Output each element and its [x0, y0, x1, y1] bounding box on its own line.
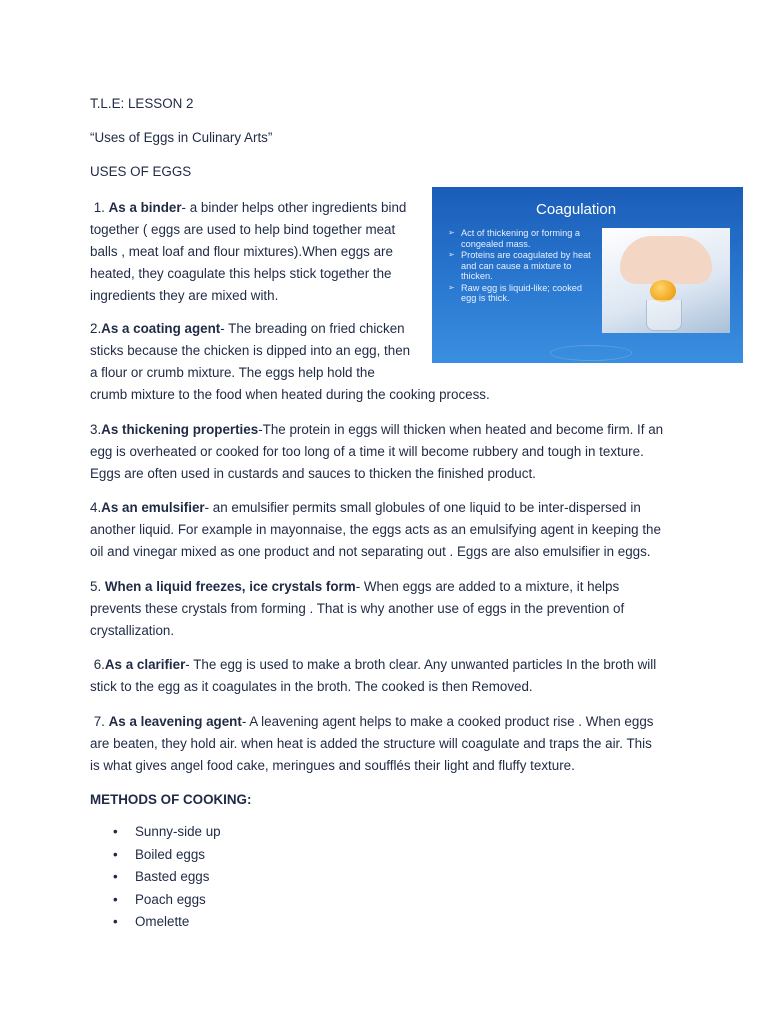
slide-bullet: ➢ Proteins are coagulated by heat and can cause a mixture to thicken. [448, 250, 591, 281]
glass-shape [646, 300, 682, 331]
use-term: As an emulsifier [101, 500, 205, 515]
bullet-icon: • [113, 846, 118, 862]
use-line: 2.As a coating agent- The breading on fried chicken [90, 321, 405, 336]
use-line: oil and vinegar mixed as one product and not separating out . Eggs are also emulsifier in eggs. [90, 544, 651, 559]
lesson-label: T.L.E: LESSON 2 [90, 96, 194, 111]
arrow-bullet-icon: ➢ [448, 228, 455, 237]
use-line: sticks because the chicken is dipped into an egg, then [90, 343, 411, 358]
use-line: 7. As a leavening agent- A leavening agent helps to make a cooked product rise . When eggs [90, 714, 654, 729]
use-line: ingredients they are mixed with. [90, 288, 279, 303]
use-line: balls , meat loaf and flour mixtures).When eggs are [90, 244, 393, 259]
slide-decoration [550, 345, 632, 361]
section-heading-methods: METHODS OF COOKING: [90, 792, 252, 807]
use-line: crumb mixture to the food when heated during the cooking process. [90, 387, 490, 402]
coagulation-slide-image [432, 187, 743, 363]
use-line: 4.As an emulsifier- an emulsifier permits small globules of one liquid to be inter-dispersed in [90, 500, 641, 515]
slide-bullet-list [448, 228, 598, 305]
arrow-bullet-icon: ➢ [448, 250, 455, 259]
slide-bullet: ➢ Act of thickening or forming a congealed mass. [448, 228, 580, 249]
list-item: • Basted eggs [90, 866, 221, 889]
use-line: are beaten, they hold air. when heat is added the structure will coagulate and traps the air. This [90, 736, 652, 751]
use-line: egg is overheated or cooked for too long of a time it will become rubbery and tough in texture. [90, 444, 644, 459]
bullet-icon: • [113, 869, 118, 885]
list-item: • Boiled eggs [90, 844, 221, 867]
use-term: As a binder [108, 200, 182, 215]
use-line: stick to the egg as it coagulates in the broth. The cooked is then Removed. [90, 679, 533, 694]
use-term: As a clarifier [104, 657, 186, 672]
document-title: “Uses of Eggs in Culinary Arts” [90, 130, 273, 145]
use-line: together ( eggs are used to help bind together meat [90, 222, 396, 237]
use-line: another liquid. For example in mayonnaise, the eggs acts as an emulsifying agent in keeping the [90, 522, 661, 537]
slide-title: Coagulation [536, 201, 617, 218]
section-heading-uses: USES OF EGGS [90, 164, 192, 179]
use-line: 6.As a clarifier- The egg is used to make a broth clear. Any unwanted particles In the broth will [90, 657, 657, 672]
egg-yolk-shape [650, 280, 676, 302]
use-line: crystallization. [90, 623, 175, 638]
arrow-bullet-icon: ➢ [448, 282, 455, 292]
use-line: prevents these crystals from forming . That is why another use of eggs in the prevention of [90, 601, 625, 616]
bullet-icon: • [113, 914, 118, 930]
use-term: As thickening properties [101, 422, 259, 437]
use-line: Eggs are often used in custards and sauces to thicken the finished product. [90, 466, 536, 481]
use-term: When a liquid freezes, ice crystals form [104, 579, 356, 594]
hand-shape [620, 236, 712, 284]
slide-bullet: ➢ Raw egg is liquid-like; cooked egg is thick. [448, 282, 583, 303]
use-term: As a leavening agent [108, 714, 242, 729]
list-item: • Sunny-side up [90, 821, 221, 844]
list-item: • Poach eggs [90, 889, 221, 912]
use-line: 3.As thickening properties-The protein in eggs will thicken when heated and become firm. If an [90, 422, 664, 437]
bullet-icon: • [113, 824, 118, 839]
use-term: As a coating agent [101, 321, 221, 336]
bullet-icon: • [113, 891, 118, 907]
use-line: 5. When a liquid freezes, ice crystals form- When eggs are added to a mixture, it helps [90, 579, 620, 594]
use-line: heated, they coagulate this helps stick together the [90, 266, 392, 281]
use-line: 1. As a binder- a binder helps other ingredients bind [90, 200, 407, 215]
use-line: a flour or crumb mixture. The eggs help hold the [90, 365, 375, 380]
use-line: is what gives angel food cake, meringues and soufflés their light and fluffy texture. [90, 758, 575, 773]
list-item: • Omelette [90, 911, 221, 934]
methods-list [90, 821, 221, 934]
egg-cracking-photo [602, 228, 730, 333]
